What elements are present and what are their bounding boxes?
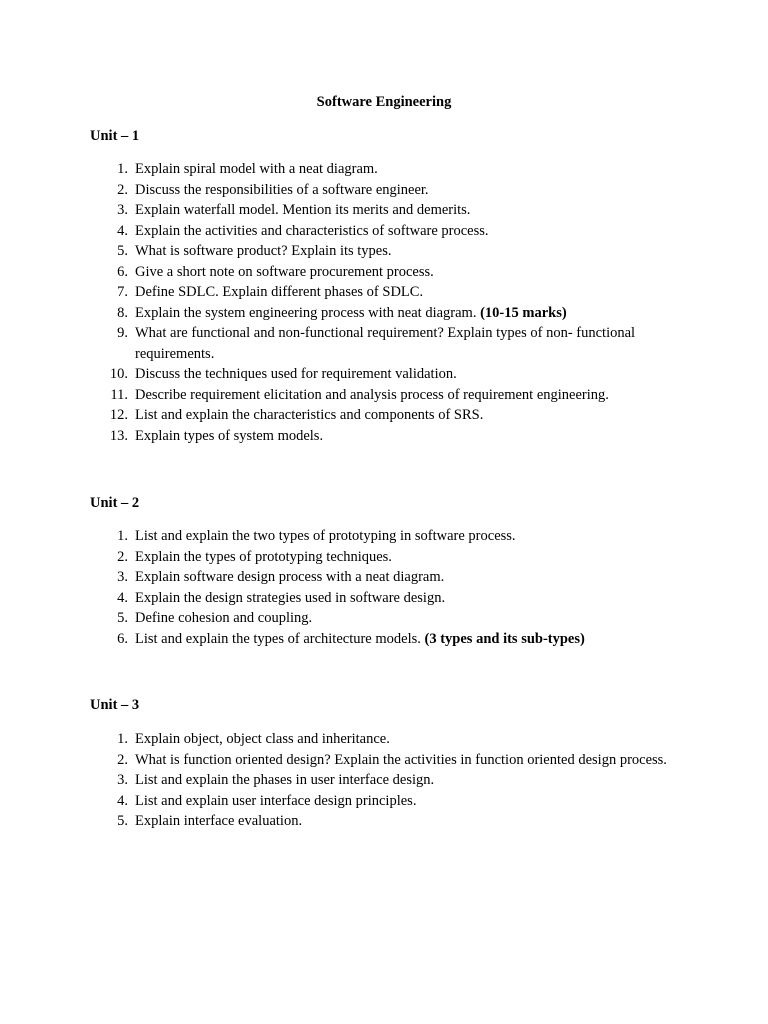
- question-text: [135, 772, 434, 788]
- question-item: [90, 547, 690, 568]
- question-body: Explain the design strategies used in software design.: [135, 589, 446, 606]
- question-text: [135, 528, 516, 544]
- question-body: Explain the system engineering process with neat diagram.: [135, 304, 481, 321]
- question-number: 4.: [117, 222, 128, 239]
- question-body: List and explain the characteristics and components of SRS.: [135, 407, 484, 423]
- question-body: Explain waterfall model. Mention its merits and demerits.: [135, 202, 471, 218]
- question-item: [90, 323, 690, 364]
- unit-2-question-list: [90, 526, 690, 649]
- question-text: [135, 202, 470, 218]
- question-body: Discuss the responsibilities of a software engineer.: [135, 181, 429, 198]
- question-text: [135, 407, 483, 423]
- question-number: 2.: [117, 181, 128, 198]
- question-text: [135, 284, 423, 300]
- question-number: 9.: [117, 325, 128, 341]
- document-title: Software Engineering: [316, 94, 452, 110]
- question-number: 4.: [117, 792, 128, 809]
- question-text: [135, 264, 434, 280]
- question-body: Describe requirement elicitation and analysis process of requirement engineering.: [135, 386, 609, 403]
- question-item: [90, 811, 690, 832]
- question-text: [135, 590, 445, 606]
- question-number: 1.: [117, 528, 128, 544]
- question-body: Explain the activities and characteristics of software process.: [135, 222, 489, 239]
- question-item: [90, 770, 690, 791]
- question-number: 3.: [117, 569, 128, 585]
- question-body: Explain types of system models.: [135, 427, 324, 444]
- question-number: 6.: [117, 630, 128, 647]
- question-body: Explain the types of prototyping techniques.: [135, 548, 392, 565]
- question-number: 5.: [117, 813, 128, 829]
- question-text: [135, 631, 585, 647]
- question-number: 6.: [117, 263, 128, 280]
- question-number: 13.: [109, 427, 128, 444]
- question-number: 11.: [110, 386, 128, 403]
- question-number: 4.: [117, 589, 128, 606]
- question-text: [135, 325, 635, 362]
- question-number: 2.: [117, 751, 128, 768]
- question-number: 2.: [117, 548, 128, 565]
- question-item: [90, 567, 690, 588]
- question-body: Explain interface evaluation.: [135, 813, 303, 829]
- question-body: Define SDLC. Explain different phases of SDLC.: [135, 284, 424, 300]
- question-item: [90, 159, 690, 180]
- question-body: What are functional and non-functional requirement? Explain types of non- functional requirements.: [135, 325, 636, 362]
- question-text: [135, 366, 457, 382]
- question-text: [135, 813, 302, 829]
- question-body: List and explain the two types of prototyping in software process.: [135, 528, 516, 544]
- question-number: 5.: [117, 243, 128, 259]
- question-text: [135, 752, 667, 768]
- question-number: 1.: [117, 731, 128, 747]
- question-body: List and explain the types of architecture models.: [135, 630, 425, 647]
- question-text: [135, 161, 378, 177]
- question-item: [90, 426, 690, 447]
- question-body: What is function oriented design? Explain the activities in function oriented design process.: [135, 751, 667, 768]
- question-number: 12.: [109, 407, 128, 423]
- question-body: List and explain user interface design principles.: [135, 792, 417, 809]
- question-text: [135, 243, 392, 259]
- question-body: Explain software design process with a neat diagram.: [135, 569, 445, 585]
- question-text: [135, 569, 444, 585]
- question-number: 10.: [109, 366, 128, 382]
- question-body: List and explain the phases in user interface design.: [135, 772, 435, 788]
- question-item: [90, 629, 690, 650]
- question-text: [135, 305, 567, 321]
- question-number: 7.: [117, 284, 128, 300]
- question-text: [135, 387, 609, 403]
- question-number: 1.: [117, 161, 128, 177]
- question-item: [90, 200, 690, 221]
- unit-3-heading: Unit – 3: [90, 697, 140, 713]
- unit-1-heading: Unit – 1: [90, 128, 140, 144]
- question-body: Explain object, object class and inheritance.: [135, 731, 390, 747]
- question-item: [90, 608, 690, 629]
- question-item: [90, 303, 690, 324]
- question-item: [90, 405, 690, 426]
- question-text: [135, 428, 323, 444]
- question-item: [90, 180, 690, 201]
- question-item: [90, 221, 690, 242]
- question-number: 3.: [117, 202, 128, 218]
- question-item: [90, 791, 690, 812]
- question-item: [90, 282, 690, 303]
- question-body: Discuss the techniques used for requirement validation.: [135, 366, 457, 382]
- question-body: Explain spiral model with a neat diagram.: [135, 161, 378, 177]
- question-item: [90, 588, 690, 609]
- question-body: What is software product? Explain its types.: [135, 243, 392, 259]
- question-item: [90, 262, 690, 283]
- unit-1-question-list: [90, 159, 690, 446]
- question-marks-note: (10-15 marks): [480, 304, 567, 321]
- question-item: [90, 729, 690, 750]
- question-text: [135, 549, 392, 565]
- question-item: [90, 385, 690, 406]
- question-text: [135, 793, 416, 809]
- question-item: [90, 241, 690, 262]
- question-text: [135, 182, 429, 198]
- question-text: [135, 223, 489, 239]
- question-text: [135, 610, 312, 626]
- unit-3-question-list: [90, 729, 690, 832]
- question-marks-note: (3 types and its sub-types): [424, 630, 585, 647]
- question-item: [90, 750, 690, 771]
- question-body: Give a short note on software procurement process.: [135, 263, 434, 280]
- question-item: [90, 526, 690, 547]
- question-number: 5.: [117, 610, 128, 626]
- question-body: Define cohesion and coupling.: [135, 610, 313, 626]
- question-number: 8.: [117, 304, 128, 321]
- question-item: [90, 364, 690, 385]
- question-number: 3.: [117, 772, 128, 788]
- unit-2-heading: Unit – 2: [90, 495, 140, 511]
- question-text: [135, 731, 390, 747]
